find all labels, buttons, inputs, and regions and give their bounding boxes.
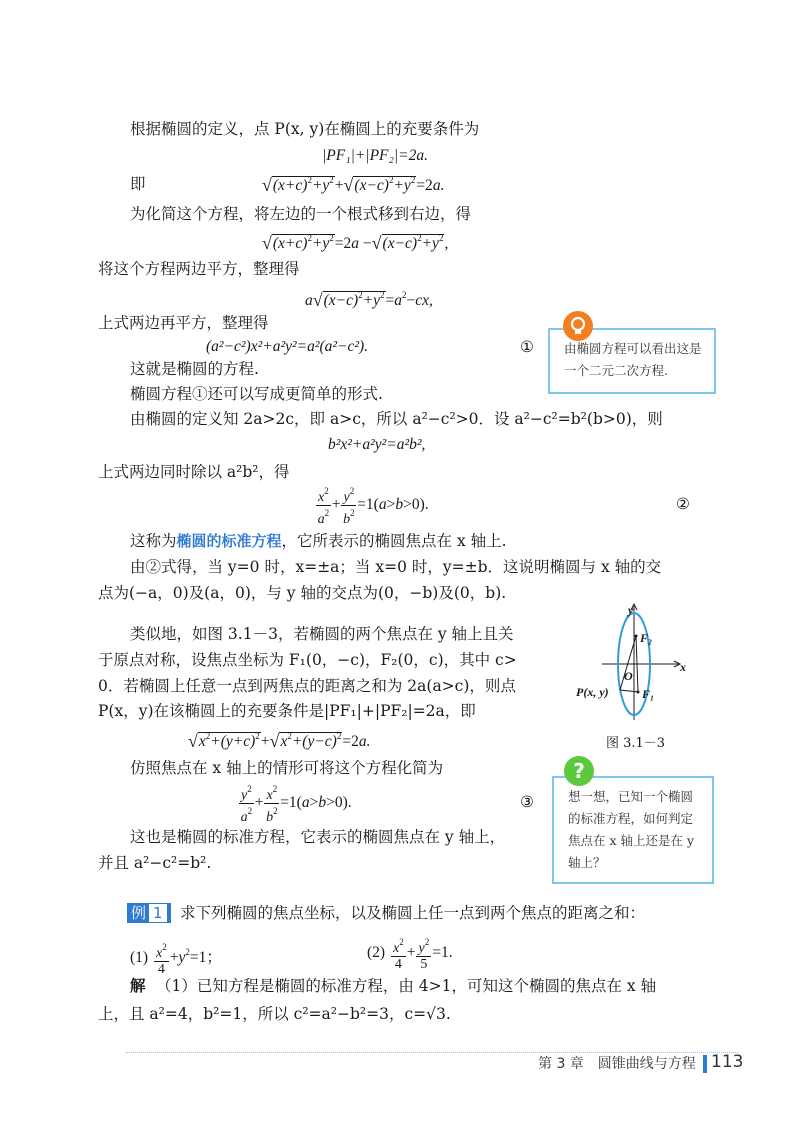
page-number: 113 (711, 1052, 744, 1072)
footer-chapter: 第 3 章 圆锥曲线与方程 (538, 1056, 696, 1072)
text-line: 类似地，如图 3.1－3，若椭圆的两个焦点在 y 轴上且关 (130, 625, 514, 643)
example-question: 求下列椭圆的焦点坐标，以及椭圆上任一点到两个焦点的距离之和： (180, 904, 646, 922)
term-standard-equation: 椭圆的标准方程 (176, 532, 282, 550)
text-line: 这也是椭圆的标准方程，它表示的椭圆焦点在 y 轴上， (130, 828, 506, 846)
equation-mark-three: ③ (520, 793, 534, 811)
text-line: 点为(−a，0)及(a，0)，与 y 轴的交点为(0，−b)及(0，b). (98, 584, 507, 602)
equation-mark-two: ② (676, 495, 690, 513)
text-line: 于原点对称，设焦点坐标为 F₁(0，−c)，F₂(0，c)，其中 c> (98, 651, 517, 669)
text-line: 椭圆方程①还可以写成更简单的形式. (130, 385, 383, 403)
focus-f1-label: F₁ (642, 687, 655, 701)
svg-text:?: ? (573, 759, 585, 783)
example-part-2: (2) $\frac{x^2}{4}$ + $\frac{y^2}{5}$ =1. (367, 936, 453, 972)
axis-label-x: x (680, 660, 686, 674)
think-text: 想一想，已知一个椭圆的标准方程，如何判定焦点在 x 轴上还是在 y 轴上？ (568, 789, 695, 870)
text-line-standard-eq: 这称为椭圆的标准方程，它所表示的椭圆焦点在 x 轴上. (130, 532, 507, 550)
lightbulb-icon (562, 310, 594, 346)
example-part-1: (1) $\frac{x^2}{4}$ $+y^2=1$； (130, 941, 222, 977)
equation-three: $\frac{y^2}{a^2}$ + $\frac{x^2}{b^2}$ =1(a>b>0). (240, 784, 352, 825)
solution-line-1: （1）已知方程是椭圆的标准方程，由 4>1，可知这个椭圆的焦点在 x 轴 (156, 977, 657, 995)
focus-f2-label: F₂ (640, 631, 653, 645)
equation-radical-moved: $√(x+c)^2+y^2=2a -√(x-c)^2+y^2$, (262, 233, 449, 253)
axis-label-y: y (628, 603, 634, 617)
equation-mark-one: ① (520, 338, 534, 356)
equation-squared: $a√(x-c)^2+y^2=a^2-cx$, (305, 290, 433, 310)
text-line: 上式两边再平方，整理得 (98, 314, 269, 332)
equation-radical-sum: $√(x+c)^2+y^2+√(x-c)^2+y^2=2a$. (262, 175, 445, 195)
text-line: 0．若椭圆上任意一点到两焦点的距离之和为 2a(a>c)，则点 (98, 677, 516, 695)
text-line: 为化简这个方程，将左边的一个根式移到右边，得 (130, 205, 472, 223)
point-p-label: P(x, y) (576, 685, 609, 699)
text-line: 根据椭圆的定义，点 P(x, y)在椭圆上的充要条件为 (130, 120, 480, 138)
solution-label: 解 (130, 976, 146, 995)
side-note-text: 由椭圆方程可以看出这是一个二元二次方程. (564, 341, 702, 378)
text-line: 这就是椭圆的方程. (130, 360, 259, 378)
equation-b-form: b²x²+a²y²=a²b², (328, 436, 426, 453)
text-line: 上式两边同时除以 a²b²，得 (98, 463, 290, 481)
think-box (552, 776, 714, 884)
example-badge: 例 1 (127, 903, 171, 923)
figure-ellipse-y-axis (576, 602, 696, 726)
equation-one: (a²−c²)x²+a²y²=a²(a²−c²). (206, 338, 369, 355)
text-line: 仿照焦点在 x 轴上的情形可将这个方程化简为 (130, 759, 444, 777)
text-line: 由②式得，当 y=0 时，x=±a；当 x=0 时，y=±b．这说明椭圆与 x 轴的交 (130, 558, 662, 576)
text-line: P(x，y)在该椭圆上的充要条件是|PF₁|+|PF₂|=2a，即 (98, 702, 476, 720)
equation-y-radical: $√x^2+(y+c)^2+√x^2+(y-c)^2=2a$. (188, 731, 371, 751)
text-line: 将这个方程两边平方，整理得 (98, 260, 300, 278)
origin-label: O (624, 669, 633, 683)
solution-line-2: 上，且 a²=4，b²=1，所以 c²=a²−b²=3，c=√3. (98, 1005, 451, 1023)
equation-focal-sum: |PF₁|+|PF₂|=2a. (322, 147, 428, 164)
equation-two: $\frac{x^2}{a^2}$ + $\frac{y^2}{b^2}$ =1(a>b>0). (317, 486, 429, 527)
footer-accent-bar (703, 1055, 707, 1073)
text-line: 并且 a²−c²=b². (98, 854, 212, 872)
question-mark-icon (563, 755, 595, 791)
text-line: 由椭圆的定义知 2a>2c，即 a>c，所以 a²−c²>0．设 a²−c²=b²(b>0)，则 (130, 410, 663, 428)
figure-caption: 图 3.1－3 (606, 736, 666, 751)
text-label-ji: 即 (130, 175, 146, 193)
